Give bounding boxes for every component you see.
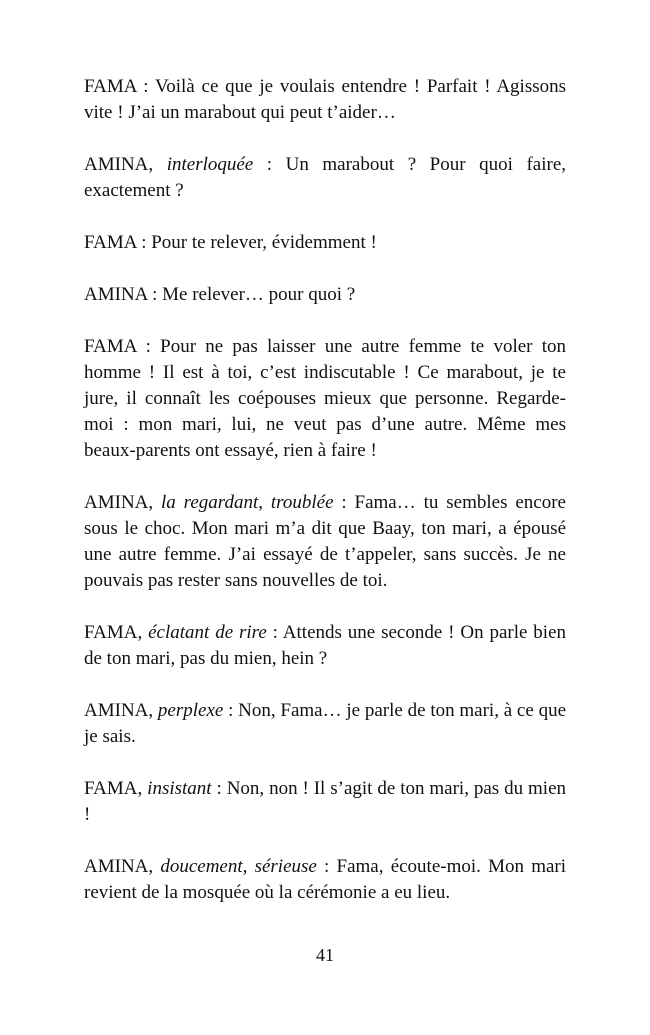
dialogue-paragraph: AMINA, doucement, sérieuse : Fama, écoute-moi. Mon mari revient de la mosquée où la cérémonie a eu lieu. <box>84 856 567 903</box>
stage-direction: éclatant de rire <box>148 622 267 643</box>
speaker-name: FAMA <box>84 336 137 357</box>
speaker-name: AMINA <box>84 700 149 721</box>
dialogue-text: Pour te relever, évidemment ! <box>151 232 377 253</box>
dialogue-paragraph: FAMA, insistant : Non, non ! Il s’agit de ton mari, pas du mien ! <box>84 778 567 825</box>
dialogue-paragraph: FAMA : Pour te relever, évidemment ! <box>84 232 377 253</box>
dialogue-text: Me relever… pour quoi ? <box>162 284 356 305</box>
dialogue-text: Voilà ce que je voulais entendre ! Parfait ! Agissons vite ! J’ai un marabout qui peut t’aider… <box>84 76 567 123</box>
dialogue-text: Attends une seconde ! On parle bien de ton mari, pas du mien, hein ? <box>84 622 567 669</box>
dialogue-text: Fama, écoute-moi. Mon mari revient de la mosquée où la cérémonie a eu lieu. <box>84 856 567 903</box>
dialogue-paragraph: FAMA : Voilà ce que je voulais entendre ! Parfait ! Agissons vite ! J’ai un marabout qui peut t’aider… <box>84 76 567 123</box>
speaker-name: FAMA <box>84 778 138 799</box>
stage-direction: doucement, sérieuse <box>160 856 317 877</box>
dialogue-text: Fama… tu sembles encore sous le choc. Mon mari m’a dit que Baay, ton mari, a épousé une autre femme. J’ai essayé de t’appeler, sans succès. Je ne pouvais pas rester sans nouvelles de toi. <box>84 492 566 591</box>
dialogue-paragraph: AMINA, interloquée : Un marabout ? Pour quoi faire, exactement ? <box>84 154 567 201</box>
dialogue-text: Non, non ! Il s’agit de ton mari, pas du mien ! <box>84 778 567 825</box>
speaker-name: FAMA <box>84 232 137 253</box>
dialogue-text: Non, Fama… je parle de ton mari, à ce que je sais. <box>84 700 566 747</box>
stage-direction: insistant <box>147 778 212 799</box>
dialogue-text: Un marabout ? Pour quoi faire, exactement ? <box>84 154 567 201</box>
page-body <box>84 74 566 932</box>
page-number: 41 <box>316 945 334 965</box>
speaker-name: AMINA <box>84 856 149 877</box>
speaker-name: FAMA <box>84 622 138 643</box>
speaker-name: AMINA <box>84 492 149 513</box>
dialogue-paragraph: AMINA : Me relever… pour quoi ? <box>84 284 356 305</box>
dialogue-paragraph: AMINA, la regardant, troublée : Fama… tu sembles encore sous le choc. Mon mari m’a dit que Baay, ton mari, a épousé une autre femme. J’ai essayé de t’appeler, sans succès. Je ne pouvais pas rester sans nouvelles de toi. <box>84 492 566 591</box>
stage-direction: perplexe <box>157 700 224 721</box>
dialogue-paragraph: FAMA : Pour ne pas laisser une autre femme te voler ton homme ! Il est à toi, c’est indiscutable ! Ce marabout, je te jure, il connaît les coépouses mieux que personne. Regarde-moi : mon mari, lui, ne veut pas d’une autre. Même mes beaux-parents ont essayé, rien à faire ! <box>84 336 566 461</box>
dialogue-paragraph: AMINA, perplexe : Non, Fama… je parle de ton mari, à ce que je sais. <box>84 700 566 747</box>
stage-direction: interloquée <box>166 154 254 175</box>
dialogue-text: Pour ne pas laisser une autre femme te voler ton homme ! Il est à toi, c’est indiscutable ! Ce marabout, je te jure, il connaît les coépouses mieux que personne. Regarde-moi : mon mari, lui, ne veut pas d’une autre. Même mes beaux-parents ont essayé, rien à faire ! <box>84 336 566 461</box>
speaker-name: AMINA <box>84 284 148 305</box>
speaker-name: FAMA <box>84 76 137 97</box>
speaker-name: AMINA <box>84 154 149 175</box>
dialogue-paragraph: FAMA, éclatant de rire : Attends une seconde ! On parle bien de ton mari, pas du mien, hein ? <box>84 622 567 669</box>
stage-direction: la regardant, troublée <box>161 492 334 513</box>
